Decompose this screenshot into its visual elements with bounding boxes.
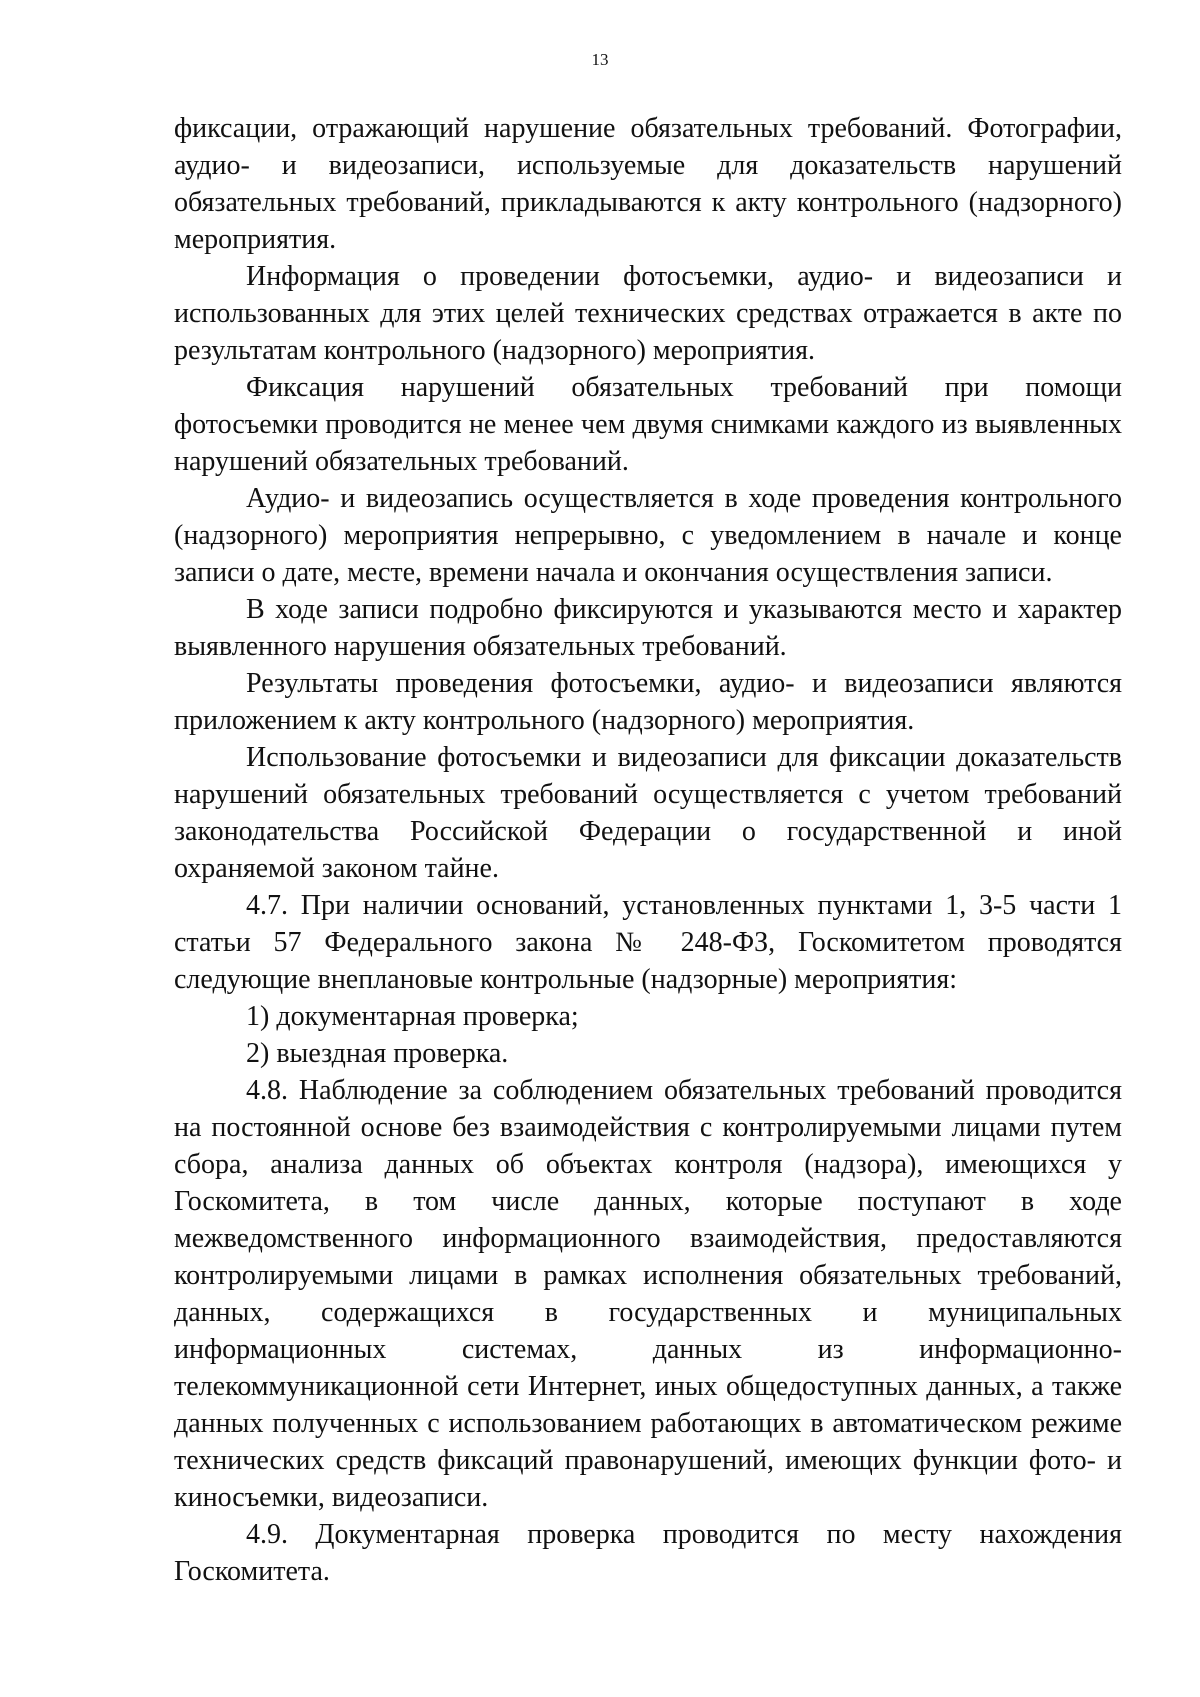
paragraph-secrecy: Использование фотосъемки и видеозаписи для фиксации доказательств нарушений обязательных требований осуществляется с учетом требований законодательства Российской Федерации о государственной и иной охраняемой законом тайне. xyxy=(174,742,1122,884)
document-body xyxy=(174,110,1122,1590)
list-item-onsite-check: 2) выездная проверка. xyxy=(246,1038,509,1069)
list-item-documentary-check: 1) документарная проверка; xyxy=(246,1001,579,1032)
paragraph-recording-details: В ходе записи подробно фиксируются и указываются место и характер выявленного нарушения обязательных требований. xyxy=(174,594,1122,662)
paragraph-continuation: фиксации, отражающий нарушение обязательных требований. Фотографии, аудио- и видеозаписи, используемые для доказательств нарушений обязательных требований, прикладываются к акту контрольного (надзорного) мероприятия. xyxy=(174,113,1122,255)
paragraph-section-4-9: 4.9. Документарная проверка проводится по месту нахождения Госкомитета. xyxy=(174,1519,1122,1587)
paragraph-section-4-7: 4.7. При наличии оснований, установленных пунктами 1, 3-5 части 1 статьи 57 Федерального закона № 248-ФЗ, Госкомитетом проводятся следующие внеплановые контрольные (надзорные) мероприятия: xyxy=(174,890,1122,995)
page-number: 13 xyxy=(591,50,609,69)
paragraph-photo-fixation: Фиксация нарушений обязательных требований при помощи фотосъемки проводится не менее чем двумя снимками каждого из выявленных нарушений обязательных требований. xyxy=(174,372,1122,477)
paragraph-audio-video: Аудио- и видеозапись осуществляется в ходе проведения контрольного (надзорного) мероприятия непрерывно, с уведомлением в начале и конце записи о дате, месте, времени начала и окончания осуществления записи. xyxy=(174,483,1122,588)
paragraph-section-4-8: 4.8. Наблюдение за соблюдением обязательных требований проводится на постоянной основе без взаимодействия с контролируемыми лицами путем сбора, анализа данных об объектах контроля (надзора), имеющихся у Госкомитета, в том числе данных, которые поступают в ходе межведомственного информационного взаимодействия, предоставляются контролируемыми лицами в рамках исполнения обязательных требований, данных, содержащихся в государственных и муниципальных информационных системах, данных из информационно-телекоммуникационной сети Интернет, иных общедоступных данных, а также данных полученных с использованием работающих в автоматическом режиме технических средств фиксаций правонарушений, имеющих функции фото- и киносъемки, видеозаписи. xyxy=(174,1075,1122,1513)
paragraph-results-appendix: Результаты проведения фотосъемки, аудио- и видеозаписи являются приложением к акту контрольного (надзорного) мероприятия. xyxy=(174,668,1122,736)
paragraph-recording-info: Информация о проведении фотосъемки, аудио- и видеозаписи и использованных для этих целей технических средствах отражается в акте по результатам контрольного (надзорного) мероприятия. xyxy=(174,261,1122,366)
